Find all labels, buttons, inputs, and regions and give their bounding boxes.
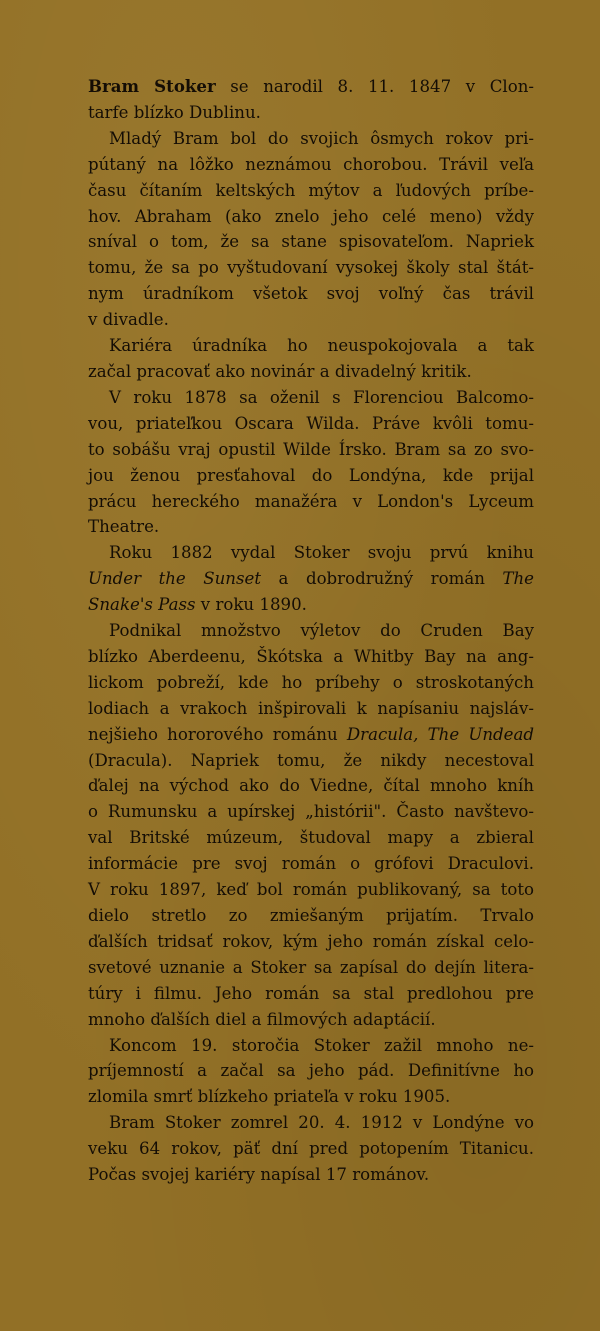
book-title: Snake's Pass [88,595,196,615]
text-run: blízko Aberdeenu, Škótska a Whitby Bay na ang- [88,646,534,666]
paragraph [88,74,534,126]
text-run: V roku 1878 sa oženil s Florenciou Balcomo- [109,387,534,407]
text-line [88,229,534,255]
paragraph [88,126,534,333]
text-line [88,851,534,877]
text-line [88,100,534,126]
text-line [88,877,534,903]
text-line [88,670,534,696]
text-line [88,152,534,178]
text-run: Theatre. [88,517,160,537]
text-line [88,799,534,825]
text-run: Kariéra úradníka ho neuspokojovala a tak [109,336,534,356]
text-run: tomu, že sa po vyštudovaní vysokej školy stal štát- [88,258,534,278]
text-run: sníval o tom, že sa stane spisovateľom. Napriek [88,232,534,252]
text-run: hov. Abraham (ako znelo jeho celé meno) vždy [88,206,534,226]
text-line [88,825,534,851]
text-line [88,514,534,540]
text-line [88,981,534,1007]
text-line [88,592,534,618]
text-run: Bram Stoker zomrel 20. 4. 1912 v Londýne vo [109,1113,534,1133]
text-run: prácu hereckého manažéra v London's Lyceum [88,491,534,511]
text-line [88,1110,534,1136]
text-line [88,955,534,981]
text-line [88,1136,534,1162]
text-run: nym úradníkom všetok svoj voľný čas trávil [88,284,534,304]
text-run: veku 64 rokov, päť dní pred potopením Titanicu. [88,1139,534,1159]
text-line [88,1084,534,1110]
paragraph [88,618,534,1033]
text-line [88,437,534,463]
text-run: to sobášu vraj opustil Wilde Írsko. Bram sa zo svo- [88,439,534,459]
text-line [88,618,534,644]
text-line [88,333,534,359]
text-line [88,411,534,437]
text-run: lodiach a vrakoch inšpirovali k napísaniu najsláv- [88,698,534,718]
text-run: a dobrodružný román [261,569,503,589]
text-line [88,696,534,722]
text-run: o Rumunsku a upírskej „histórii". Často navštevo- [88,802,534,822]
text-run: V roku 1897, keď bol román publikovaný, sa toto [88,880,534,900]
text-line [88,1007,534,1033]
text-run: mnoho ďalších diel a filmových adaptácií. [88,1009,436,1029]
text-run: dielo stretlo zo zmiešaným prijatím. Trvalo [88,906,534,925]
text-line [88,463,534,489]
text-run: príjemností a začal sa jeho pád. Definitívne ho [88,1061,534,1081]
book-title: The [502,569,534,589]
text-line [88,1162,534,1188]
text-line [88,722,534,748]
text-run: Roku 1882 vydal Stoker svoju prvú knihu [109,543,534,563]
text-line [88,489,534,515]
biography-text [88,74,534,1188]
text-run: svetové uznanie a Stoker sa zapísal do dejín litera- [88,957,534,977]
text-run: Počas svojej kariéry napísal 17 románov. [88,1165,430,1185]
text-run: Mladý Bram bol do svojich ôsmych rokov pri- [109,128,534,148]
text-line [88,178,534,204]
text-run: pútaný na lôžko neznámou chorobou. Trávil veľa [88,154,534,174]
text-line [88,204,534,230]
text-line [88,773,534,799]
text-run: začal pracovať ako novinár a divadelný kritik. [88,361,472,381]
text-line [88,255,534,281]
text-line [88,929,534,955]
book-title: Under the Sunset [88,569,262,589]
text-line [88,1033,534,1059]
text-line [88,281,534,307]
text-run: vou, priateľkou Oscara Wilda. Práve kvôli tomu- [88,413,534,433]
text-run: jou ženou presťahoval do Londýna, kde prijal [88,465,534,485]
book-title: Dracula, The Undead [346,724,534,744]
text-run: (Dracula). Napriek tomu, že nikdy necestoval [88,750,534,770]
text-run: informácie pre svoj román o grófovi Draculovi. [88,854,534,874]
text-run: tarfe blízko Dublinu. [88,102,261,122]
text-line [88,74,534,100]
text-run: se narodil 8. 11. 1847 v Clon- [215,77,534,96]
text-line [88,1058,534,1084]
text-run: v roku 1890. [195,595,307,615]
paragraph [88,1033,534,1111]
text-line [88,540,534,566]
paragraph [88,333,534,385]
text-run: zlomila smrť blízkeho priateľa v roku 1905. [88,1087,451,1107]
text-run: Podnikal množstvo výletov do Cruden Bay [109,621,534,641]
text-run: času čítaním keltských mýtov a ľudových príbe- [88,180,534,200]
paragraph [88,385,534,540]
text-line [88,903,534,929]
text-run: túry i filmu. Jeho román sa stal predlohou pre [88,983,534,1003]
text-run: ďalej na východ ako do Viedne, čítal mnoho kníh [88,776,534,796]
text-run: ďalších tridsať rokov, kým jeho román získal celo- [88,931,534,951]
text-run: v divadle. [88,310,169,330]
text-line [88,385,534,411]
text-line [88,307,534,333]
text-line [88,566,534,592]
text-line [88,644,534,670]
text-run: Koncom 19. storočia Stoker zažil mnoho ne- [109,1035,534,1055]
text-line [88,748,534,774]
paragraph [88,1110,534,1188]
text-line [88,359,534,385]
paragraph [88,540,534,618]
author-name: Bram Stoker [88,76,216,96]
text-run: nejšieho hororového románu [88,724,347,744]
text-run: lickom pobreží, kde ho príbehy o stroskotaných [88,672,534,692]
text-line [88,126,534,152]
text-run: val Britské múzeum, študoval mapy a zbieral [88,828,534,848]
